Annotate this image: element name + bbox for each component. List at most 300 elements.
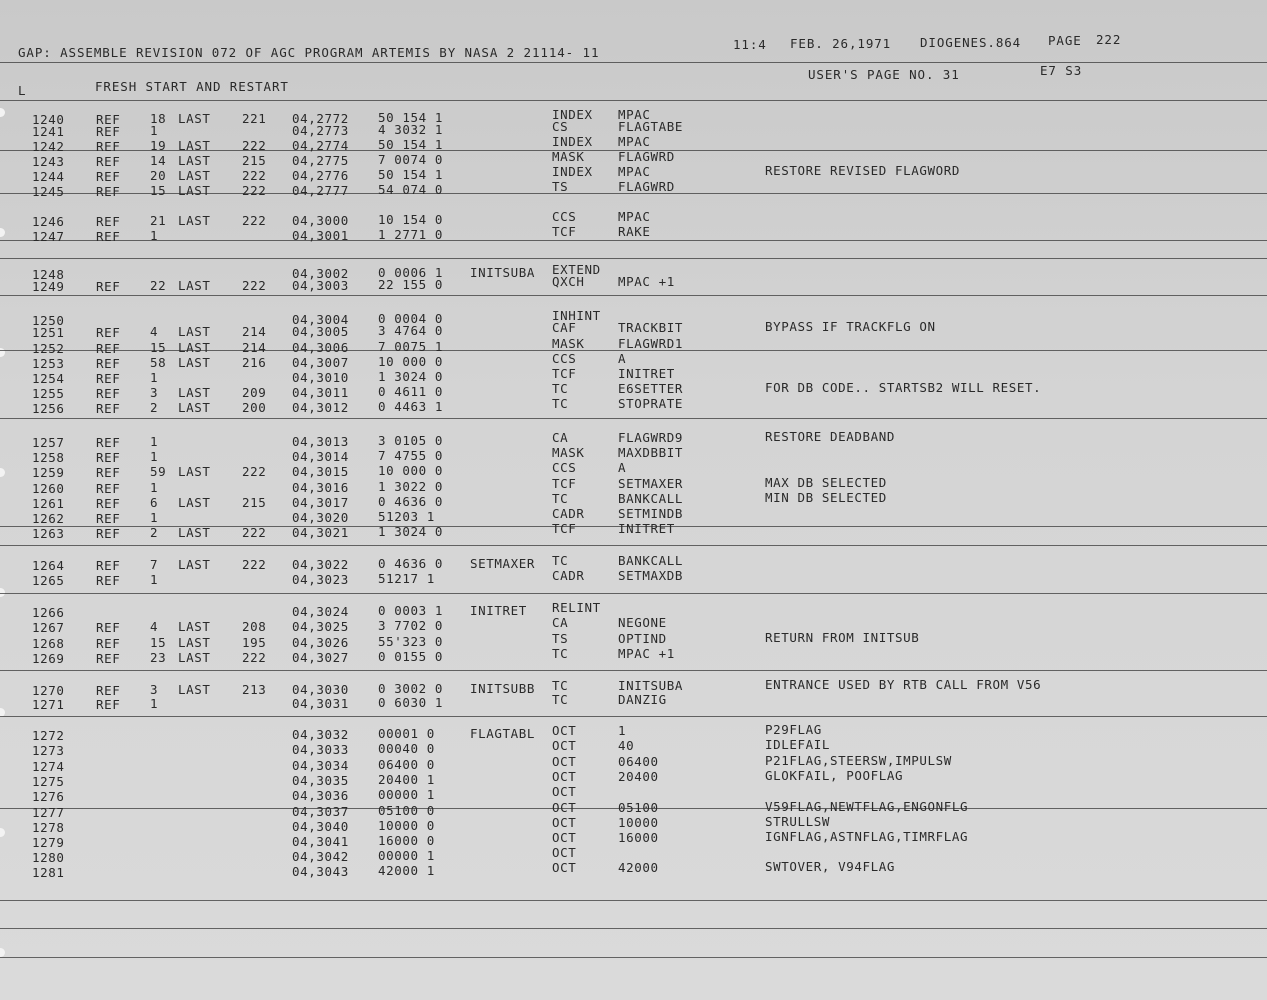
row-line: 1258 xyxy=(32,449,65,465)
row-refn: 2 xyxy=(150,400,159,416)
row-op: OCT xyxy=(552,815,577,831)
row-refn: 19 xyxy=(150,138,167,154)
row-op: CADR xyxy=(552,568,585,584)
row-refn: 21 xyxy=(150,213,167,229)
row-lastn: 222 xyxy=(242,463,267,479)
form-rule-line xyxy=(0,716,1267,717)
row-line: 1270 xyxy=(32,682,65,698)
row-word: 55'323 0 xyxy=(378,634,444,650)
row-word: 10 154 0 xyxy=(378,212,444,228)
row-line: 1257 xyxy=(32,434,65,450)
row-ref: REF xyxy=(96,525,121,541)
row-operand: DANZIG xyxy=(618,691,667,707)
row-lastn: 213 xyxy=(242,681,267,697)
row-line: 1274 xyxy=(32,758,65,774)
row-addr: 04,3004 xyxy=(292,311,349,327)
feed-hole xyxy=(0,108,5,117)
row-operand: 05100 xyxy=(618,799,659,815)
subtitle-marker: L xyxy=(18,83,27,98)
row-operand: INITRET xyxy=(618,365,675,381)
row-word: 0 0003 1 xyxy=(378,603,444,619)
row-addr: 04,3000 xyxy=(292,212,349,228)
row-line: 1242 xyxy=(32,138,65,154)
row-refn: 1 xyxy=(150,510,159,526)
system-name: DIOGENES.864 xyxy=(920,35,1022,50)
row-last: LAST xyxy=(178,213,211,229)
row-addr: 04,3037 xyxy=(292,803,349,819)
row-line: 1246 xyxy=(32,213,65,229)
row-op: OCT xyxy=(552,738,577,754)
row-comment: SWTOVER, V94FLAG xyxy=(765,859,896,875)
row-operand: SETMAXER xyxy=(618,475,684,491)
row-word: 7 0075 1 xyxy=(378,339,444,355)
feed-hole xyxy=(0,828,5,837)
row-operand: 40 xyxy=(618,737,635,753)
row-comment: P29FLAG xyxy=(765,722,822,738)
row-addr: 04,2777 xyxy=(292,182,349,198)
row-comment: ENTRANCE USED BY RTB CALL FROM V56 xyxy=(765,677,1042,693)
row-op: TS xyxy=(552,179,569,195)
row-word: 1 3022 0 xyxy=(378,479,444,495)
row-op: CS xyxy=(552,119,569,135)
row-line: 1253 xyxy=(32,355,65,371)
row-addr: 04,3034 xyxy=(292,757,349,773)
row-line: 1259 xyxy=(32,464,65,480)
row-ref: REF xyxy=(96,400,121,416)
row-line: 1244 xyxy=(32,168,65,184)
row-ref: REF xyxy=(96,385,121,401)
row-operand: FLAGWRD xyxy=(618,148,675,164)
row-ref: REF xyxy=(96,228,121,244)
row-refn: 1 xyxy=(150,480,159,496)
row-line: 1279 xyxy=(32,834,65,850)
row-operand: FLAGWRD1 xyxy=(618,335,684,351)
row-ref: REF xyxy=(96,480,121,496)
row-lastn: 195 xyxy=(242,634,267,650)
row-lastn: 200 xyxy=(242,399,267,415)
form-rule-line xyxy=(0,258,1267,259)
row-operand: OPTIND xyxy=(618,630,667,646)
row-word: 3 4764 0 xyxy=(378,323,444,339)
row-op: OCT xyxy=(552,845,577,861)
row-line: 1264 xyxy=(32,557,65,573)
row-lastn: 209 xyxy=(242,384,267,400)
row-op: TC xyxy=(552,396,569,412)
row-word: 05100 0 xyxy=(378,803,435,819)
row-op: CADR xyxy=(552,506,585,522)
row-line: 1263 xyxy=(32,525,65,541)
row-lastn: 222 xyxy=(242,649,267,665)
row-addr: 04,3042 xyxy=(292,848,349,864)
row-addr: 04,2774 xyxy=(292,137,349,153)
row-addr: 04,3043 xyxy=(292,863,349,879)
row-refn: 1 xyxy=(150,434,159,450)
row-label: INITRET xyxy=(470,602,527,618)
row-op: RELINT xyxy=(552,600,601,616)
form-rule-line xyxy=(0,240,1267,241)
row-op: TC xyxy=(552,678,569,694)
row-refn: 1 xyxy=(150,123,159,139)
row-word: 10 000 0 xyxy=(378,354,444,370)
row-line: 1251 xyxy=(32,324,65,340)
row-last: LAST xyxy=(178,650,211,666)
row-last: LAST xyxy=(178,557,211,573)
row-addr: 04,3017 xyxy=(292,494,349,510)
form-rule-line xyxy=(0,928,1267,929)
row-op: CCS xyxy=(552,460,577,476)
row-line: 1267 xyxy=(32,619,65,635)
row-word: 51203 1 xyxy=(378,509,435,525)
row-last: LAST xyxy=(178,682,211,698)
row-operand: STOPRATE xyxy=(618,395,684,411)
row-operand: A xyxy=(618,350,627,366)
row-addr: 04,3036 xyxy=(292,787,349,803)
row-op: CA xyxy=(552,430,569,446)
row-refn: 59 xyxy=(150,464,167,480)
row-operand: MPAC xyxy=(618,208,651,224)
row-comment: IDLEFAIL xyxy=(765,737,831,753)
row-ref: REF xyxy=(96,682,121,698)
row-operand: FLAGTABE xyxy=(618,118,684,134)
row-last: LAST xyxy=(178,635,211,651)
row-line: 1268 xyxy=(32,635,65,651)
row-ref: REF xyxy=(96,138,121,154)
feed-hole xyxy=(0,468,5,477)
row-operand: 10000 xyxy=(618,814,659,830)
row-op: TCF xyxy=(552,521,577,537)
row-op: TCF xyxy=(552,224,577,240)
row-op: OCT xyxy=(552,754,577,770)
row-lastn: 215 xyxy=(242,152,267,168)
row-comment: P21FLAG,STEERSW,IMPULSW xyxy=(765,753,952,769)
row-lastn: 222 xyxy=(242,556,267,572)
row-comment: IGNFLAG,ASTNFLAG,TIMRFLAG xyxy=(765,829,969,845)
row-operand: SETMINDB xyxy=(618,505,684,521)
row-line: 1252 xyxy=(32,340,65,356)
row-comment: RESTORE REVISED FLAGWORD xyxy=(765,163,961,179)
row-label: SETMAXER xyxy=(470,555,536,571)
row-op: CAF xyxy=(552,320,577,336)
row-operand: RAKE xyxy=(618,223,651,239)
row-op: OCT xyxy=(552,830,577,846)
row-operand: MPAC xyxy=(618,106,651,122)
row-line: 1276 xyxy=(32,788,65,804)
row-refn: 14 xyxy=(150,153,167,169)
row-operand: 42000 xyxy=(618,859,659,875)
row-addr: 04,3013 xyxy=(292,433,349,449)
row-word: 50 154 1 xyxy=(378,167,444,183)
row-word: 0 3002 0 xyxy=(378,681,444,697)
form-rule-line xyxy=(0,295,1267,296)
row-lastn: 221 xyxy=(242,110,267,126)
print-time: 11:4 xyxy=(733,37,767,52)
row-refn: 58 xyxy=(150,355,167,371)
row-line: 1256 xyxy=(32,400,65,416)
row-addr: 04,3041 xyxy=(292,833,349,849)
row-ref: REF xyxy=(96,650,121,666)
row-op: CA xyxy=(552,615,569,631)
row-refn: 15 xyxy=(150,340,167,356)
row-addr: 04,3023 xyxy=(292,571,349,587)
row-addr: 04,3035 xyxy=(292,772,349,788)
row-ref: REF xyxy=(96,619,121,635)
row-ref: REF xyxy=(96,370,121,386)
form-rule-line xyxy=(0,100,1267,101)
row-line: 1245 xyxy=(32,183,65,199)
feed-hole xyxy=(0,948,5,957)
row-line: 1272 xyxy=(32,727,65,743)
row-op: TC xyxy=(552,491,569,507)
row-word: 0 4463 1 xyxy=(378,399,444,415)
row-refn: 15 xyxy=(150,635,167,651)
row-line: 1271 xyxy=(32,696,65,712)
form-rule-line xyxy=(0,900,1267,901)
row-word: 0 4636 0 xyxy=(378,556,444,572)
row-refn: 6 xyxy=(150,495,159,511)
row-ref: REF xyxy=(96,111,121,127)
row-addr: 04,3025 xyxy=(292,618,349,634)
row-operand: BANKCALL xyxy=(618,490,684,506)
row-line: 1249 xyxy=(32,278,65,294)
row-lastn: 222 xyxy=(242,212,267,228)
row-addr: 04,3021 xyxy=(292,524,349,540)
row-lastn: 214 xyxy=(242,323,267,339)
row-refn: 1 xyxy=(150,449,159,465)
row-word: 3 0105 0 xyxy=(378,433,444,449)
row-word: 50 154 1 xyxy=(378,137,444,153)
row-op: INDEX xyxy=(552,134,593,150)
row-ref: REF xyxy=(96,696,121,712)
row-last: LAST xyxy=(178,525,211,541)
print-date: FEB. 26,1971 xyxy=(790,36,892,51)
row-last: LAST xyxy=(178,400,211,416)
row-ref: REF xyxy=(96,495,121,511)
row-word: 00040 0 xyxy=(378,741,435,757)
row-refn: 2 xyxy=(150,525,159,541)
row-ref: REF xyxy=(96,168,121,184)
row-lastn: 214 xyxy=(242,339,267,355)
row-last: LAST xyxy=(178,385,211,401)
row-op: TC xyxy=(552,381,569,397)
row-op: OCT xyxy=(552,723,577,739)
row-op: QXCH xyxy=(552,274,585,290)
row-op: OCT xyxy=(552,800,577,816)
row-operand: BANKCALL xyxy=(618,552,684,568)
row-addr: 04,2772 xyxy=(292,110,349,126)
row-word: 0 4611 0 xyxy=(378,384,444,400)
row-word: 1 2771 0 xyxy=(378,227,444,243)
row-lastn: 208 xyxy=(242,618,267,634)
row-label: FLAGTABL xyxy=(470,725,536,741)
row-ref: REF xyxy=(96,183,121,199)
row-line: 1248 xyxy=(32,266,65,282)
row-lastn: 222 xyxy=(242,167,267,183)
row-addr: 04,3027 xyxy=(292,649,349,665)
form-rule-line xyxy=(0,957,1267,958)
row-op: TC xyxy=(552,646,569,662)
page-number: 222 xyxy=(1096,32,1122,47)
row-lastn: 215 xyxy=(242,494,267,510)
row-addr: 04,2775 xyxy=(292,152,349,168)
row-operand: 20400 xyxy=(618,768,659,784)
row-op: OCT xyxy=(552,784,577,800)
row-line: 1273 xyxy=(32,742,65,758)
row-op: OCT xyxy=(552,860,577,876)
row-word: 00000 1 xyxy=(378,787,435,803)
row-line: 1250 xyxy=(32,312,65,328)
row-label: INITSUBB xyxy=(470,680,536,696)
row-refn: 18 xyxy=(150,111,167,127)
row-addr: 04,3033 xyxy=(292,741,349,757)
row-operand: MAXDBBIT xyxy=(618,444,684,460)
row-ref: REF xyxy=(96,153,121,169)
row-refn: 4 xyxy=(150,324,159,340)
row-word: 7 4755 0 xyxy=(378,448,444,464)
row-operand: MPAC xyxy=(618,163,651,179)
row-word: 10000 0 xyxy=(378,818,435,834)
row-word: 3 7702 0 xyxy=(378,618,444,634)
row-op: CCS xyxy=(552,351,577,367)
row-refn: 1 xyxy=(150,696,159,712)
row-refn: 15 xyxy=(150,183,167,199)
row-addr: 04,3010 xyxy=(292,369,349,385)
row-addr: 04,3030 xyxy=(292,681,349,697)
row-ref: REF xyxy=(96,635,121,651)
row-line: 1262 xyxy=(32,510,65,526)
row-op: CCS xyxy=(552,209,577,225)
row-ref: REF xyxy=(96,464,121,480)
row-word: 1 3024 0 xyxy=(378,524,444,540)
row-refn: 3 xyxy=(150,385,159,401)
row-word: 4 3032 1 xyxy=(378,122,444,138)
row-ref: REF xyxy=(96,355,121,371)
row-last: LAST xyxy=(178,111,211,127)
row-addr: 04,2773 xyxy=(292,122,349,138)
row-op: INHINT xyxy=(552,308,601,324)
row-line: 1277 xyxy=(32,804,65,820)
row-refn: 4 xyxy=(150,619,159,635)
row-op: INDEX xyxy=(552,164,593,180)
row-operand: MPAC xyxy=(618,133,651,149)
row-refn: 1 xyxy=(150,370,159,386)
row-word: 42000 1 xyxy=(378,863,435,879)
row-operand: A xyxy=(618,459,627,475)
row-op: TC xyxy=(552,692,569,708)
row-last: LAST xyxy=(178,340,211,356)
row-addr: 04,3026 xyxy=(292,634,349,650)
row-addr: 04,2776 xyxy=(292,167,349,183)
row-line: 1269 xyxy=(32,650,65,666)
row-addr: 04,3002 xyxy=(292,265,349,281)
form-rule-line xyxy=(0,545,1267,546)
row-op: INDEX xyxy=(552,107,593,123)
row-addr: 04,3007 xyxy=(292,354,349,370)
row-line: 1254 xyxy=(32,370,65,386)
row-addr: 04,3040 xyxy=(292,818,349,834)
row-operand: INITRET xyxy=(618,520,675,536)
row-word: 0 0006 1 xyxy=(378,265,444,281)
row-operand: E6SETTER xyxy=(618,380,684,396)
row-word: 7 0074 0 xyxy=(378,152,444,168)
row-line: 1280 xyxy=(32,849,65,865)
row-last: LAST xyxy=(178,183,211,199)
form-rule-line xyxy=(0,670,1267,671)
row-operand: TRACKBIT xyxy=(618,319,684,335)
row-op: MASK xyxy=(552,336,585,352)
row-last: LAST xyxy=(178,278,211,294)
row-line: 1281 xyxy=(32,864,65,880)
row-word: 51217 1 xyxy=(378,571,435,587)
row-word: 16000 0 xyxy=(378,833,435,849)
row-comment: MAX DB SELECTED xyxy=(765,475,887,491)
row-last: LAST xyxy=(178,464,211,480)
feed-hole xyxy=(0,228,5,237)
row-line: 1247 xyxy=(32,228,65,244)
row-op: MASK xyxy=(552,149,585,165)
row-comment: RETURN FROM INITSUB xyxy=(765,630,920,646)
row-lastn: 222 xyxy=(242,182,267,198)
row-operand: 06400 xyxy=(618,753,659,769)
row-word: 06400 0 xyxy=(378,757,435,773)
row-operand: 16000 xyxy=(618,829,659,845)
row-last: LAST xyxy=(178,495,211,511)
row-addr: 04,3003 xyxy=(292,277,349,293)
row-ref: REF xyxy=(96,557,121,573)
row-ref: REF xyxy=(96,278,121,294)
row-lastn: 222 xyxy=(242,277,267,293)
row-refn: 3 xyxy=(150,682,159,698)
row-op: TS xyxy=(552,631,569,647)
row-lastn: 222 xyxy=(242,524,267,540)
row-word: 00000 1 xyxy=(378,848,435,864)
row-addr: 04,3031 xyxy=(292,695,349,711)
row-refn: 1 xyxy=(150,572,159,588)
row-word: 22 155 0 xyxy=(378,277,444,293)
row-refn: 23 xyxy=(150,650,167,666)
row-word: 50 154 1 xyxy=(378,110,444,126)
row-op: OCT xyxy=(552,769,577,785)
row-ref: REF xyxy=(96,572,121,588)
row-comment: RESTORE DEADBAND xyxy=(765,429,896,445)
row-last: LAST xyxy=(178,619,211,635)
row-operand: MPAC +1 xyxy=(618,273,675,289)
row-word: 0 4636 0 xyxy=(378,494,444,510)
row-ref: REF xyxy=(96,324,121,340)
row-comment: V59FLAG,NEWTFLAG,ENGONFLG xyxy=(765,799,969,815)
user-page-number: USER'S PAGE NO. 31 xyxy=(808,67,960,82)
row-lastn: 222 xyxy=(242,137,267,153)
row-line: 1275 xyxy=(32,773,65,789)
row-line: 1243 xyxy=(32,153,65,169)
form-rule-line xyxy=(0,418,1267,419)
row-refn: 1 xyxy=(150,228,159,244)
row-refn: 22 xyxy=(150,278,167,294)
row-last: LAST xyxy=(178,324,211,340)
row-ref: REF xyxy=(96,434,121,450)
row-line: 1266 xyxy=(32,604,65,620)
row-line: 1265 xyxy=(32,572,65,588)
row-addr: 04,3012 xyxy=(292,399,349,415)
row-operand: MPAC +1 xyxy=(618,645,675,661)
row-word: 0 6030 1 xyxy=(378,695,444,711)
row-line: 1255 xyxy=(32,385,65,401)
row-op: TCF xyxy=(552,476,577,492)
row-addr: 04,3016 xyxy=(292,479,349,495)
row-ref: REF xyxy=(96,213,121,229)
row-lastn: 216 xyxy=(242,354,267,370)
row-operand: FLAGWRD9 xyxy=(618,429,684,445)
row-addr: 04,3014 xyxy=(292,448,349,464)
